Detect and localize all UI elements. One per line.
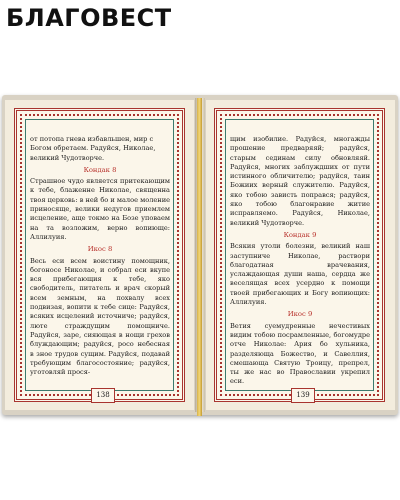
- page-number: 138: [91, 388, 115, 403]
- left-page-text: [30, 135, 170, 377]
- section-heading: Кондак 9: [283, 230, 317, 239]
- section-heading: Кондак 8: [83, 165, 117, 174]
- kondak-text: Всякия утоли болезни, великий наш заступниче Николае, раствори благодатная врачевания, услаждающая души наша, сердца же веселящая всех усердно к помощи твоей прибегающих и Богу вопиющих: Аллилуия.: [230, 242, 370, 307]
- section-heading: Икос 9: [287, 310, 313, 319]
- left-page-frame: [14, 108, 185, 402]
- ikos-continuation: щим изобилие. Радуйся, многажды прошение предваряяй; радуйся, старым сединам силу обновляяй. Радуйся, многих заблуждших от пути истинного обличителю; радуйся, таин Божиих верный служителю. Радуйся, яко тобою зависть поправся; радуйся, яко тобою благонравие житие исправляемо. Радуйся, Николае, великий Чудотворче.: [230, 135, 370, 227]
- page-number: 139: [291, 388, 315, 403]
- bookmark-ribbon: [197, 98, 202, 416]
- text-line: великий Чудотворче.: [30, 153, 105, 162]
- kondak-text: Страшное чудо является притекающим к тебе, блаженне Николае, священна твоя церковь: в ней бо и малое моление приносяще, велики недугов приемлем исцеление, аще токмо на Бозе уповаем на та возложим, верно вопиюще: Аллилуия.: [30, 177, 170, 241]
- right-page-frame: [214, 108, 385, 402]
- brand-logo: БЛАГОВЕСТ: [6, 4, 172, 32]
- right-page-text: [230, 135, 370, 387]
- text-line: от потопа гнева избавльшен, мир с: [30, 135, 154, 143]
- text-line: Богом обретаем. Радуйся, Николае,: [30, 144, 156, 153]
- section-heading: Икос 8: [87, 245, 113, 254]
- ikos-text: Весь еси всем воистину помощник, богоносе Николае, и собрал еси вкупе вся прибегающия к тебе, яко свободитель, питатель и врач скорый всем земным, на похвалу всех подвизая, вопити к тебе сице: Радуйся, всяких исцелений источниче; радуйся, люте страждущим помощниче. Радуйся, заре, сияющая в нощи грехов блуждающим; радуйся, росо небесная в зное трудов сущим. Радуйся, подавай требующим благосостояние; радуйся, уготовляй прося-: [30, 256, 170, 377]
- ikos-text: Ветия суемудренные нечестивых видим тобою посрамленные, богомудре отче Николае: Ария бо хульника, разделяюща Божество, и Савеллия, смешающа Святую Троицу, препрел, ты же нас во Православии укрепил еси.: [230, 321, 370, 386]
